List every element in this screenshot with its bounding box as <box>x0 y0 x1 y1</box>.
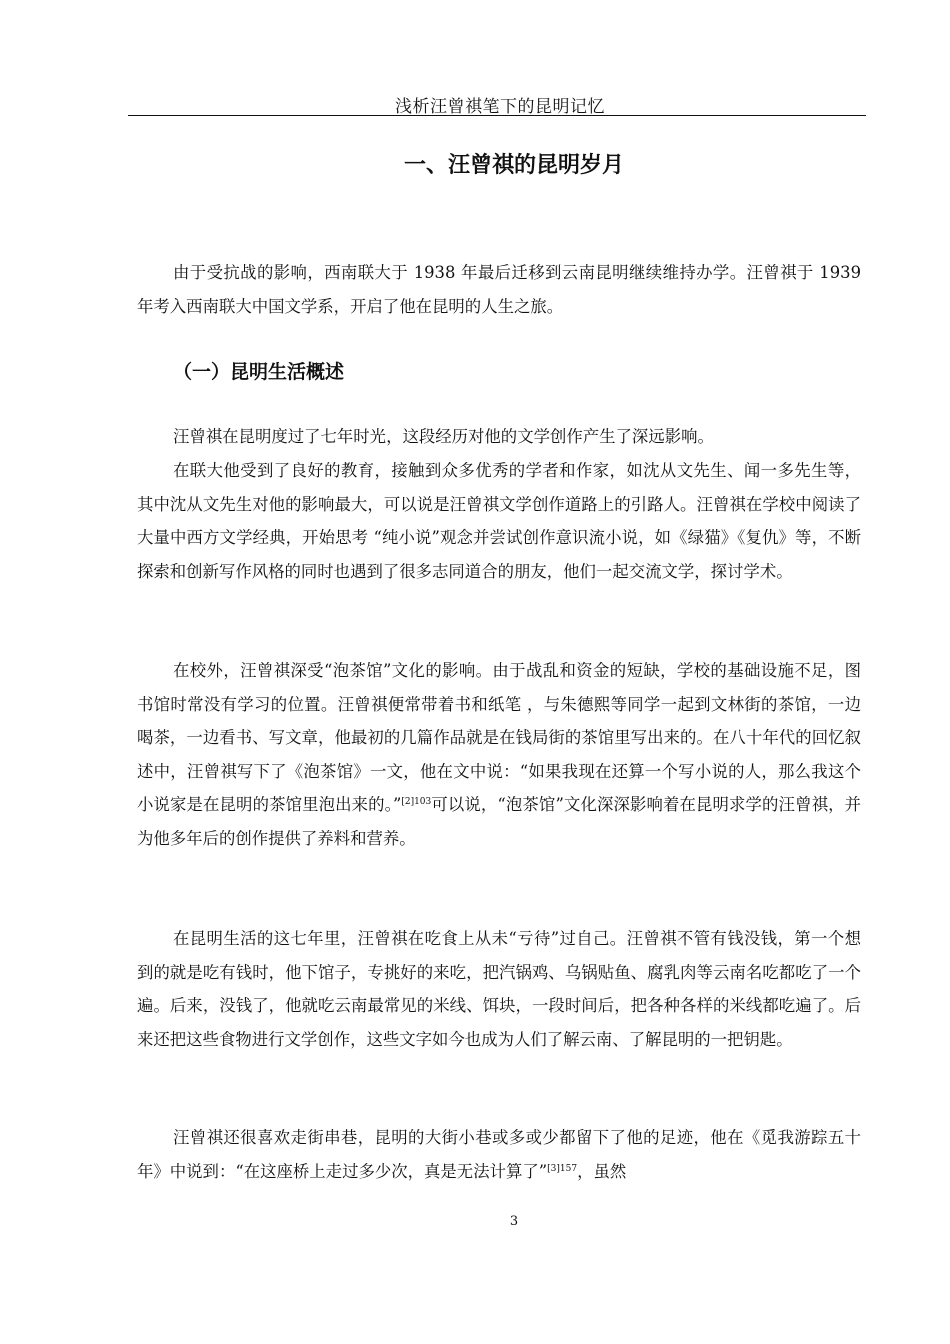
paragraph-streets-part1: 汪曾祺还很喜欢走街串巷，昆明的大街小巷或多或少都留下了他的足迹，他在《觅我游踪五十年》中说到：“在这座桥上走过多少次，真是无法计算了” <box>137 1128 861 1181</box>
paragraph-teahouse-part1: 在校外，汪曾祺深受“泡茶馆”文化的影响。由于战乱和资金的短缺，学校的基础设施不足，图书馆时常没有学习的位置。汪曾祺便常带着书和纸笔 ，与朱德熙等同学一起到文林街的茶馆，一边喝茶，一边看书、写文章，他最初的几篇作品就是在钱局街的茶馆里写出来的。在八十年代的回忆叙述中，汪曾祺写下了《泡茶馆》一文，他在文中说：“如果我现在还算一个写小说的人，那么我这个小说家是在昆明的茶馆里泡出来的。” <box>137 661 861 815</box>
citation-2: [2]103 <box>401 797 432 808</box>
page-number: 3 <box>509 1214 519 1229</box>
paragraph-overview: 汪曾祺在昆明度过了七年时光，这段经历对他的文学创作产生了深远影响。 <box>173 427 714 446</box>
paragraph-teahouse-part2: 可以说，“泡茶馆”文化深深影响着在昆明求学的汪曾祺，并为他多年后的创作提供了养料和营养。 <box>137 795 861 848</box>
running-header: 浅析汪曾祺笔下的昆明记忆 <box>395 97 605 117</box>
section-title: （一）昆明生活概述 <box>173 361 345 383</box>
citation-3: [3]157 <box>547 1163 578 1174</box>
paragraph-education: 在联大他受到了良好的教育，接触到众多优秀的学者和作家，如沈从文先生、闻一多先生等，其中沈从文先生对他的影响最大，可以说是汪曾祺文学创作道路上的引路人。汪曾祺在学校中阅读了大量中西方文学经典，开始思考 “纯小说”观念并尝试创作意识流小说，如《绿猫》《复仇》等，不断探索和创新写作风格的同时也遇到了很多志同道合的朋友，他们一起交流文学，探讨学术。 <box>137 461 861 581</box>
paragraph-food: 在昆明生活的这七年里，汪曾祺在吃食上从未“亏待”过自己。汪曾祺不管有钱没钱，第一个想到的就是吃有钱时，他下馆子，专挑好的来吃，把汽锅鸡、乌锅贴鱼、腐乳肉等云南名吃都吃了一个遍。后来，没钱了，他就吃云南最常见的米线、饵块，一段时间后，把各种各样的米线都吃遍了。后来还把这些食物进行文学创作，这些文字如今也成为人们了解云南、了解昆明的一把钥匙。 <box>137 929 861 1049</box>
chapter-title: 一、汪曾祺的昆明岁月 <box>403 153 624 178</box>
paragraph-streets <box>137 1121 861 1188</box>
intro-paragraph: 由于受抗战的影响，西南联大于 1938 年最后迁移到云南昆明继续维持办学。汪曾祺于 1939 年考入西南联大中国文学系，开启了他在昆明的人生之旅。 <box>137 263 861 316</box>
paragraph-teahouse <box>137 654 861 856</box>
paragraph-streets-part2: ，虽然 <box>577 1161 627 1181</box>
header-rule <box>128 115 866 116</box>
